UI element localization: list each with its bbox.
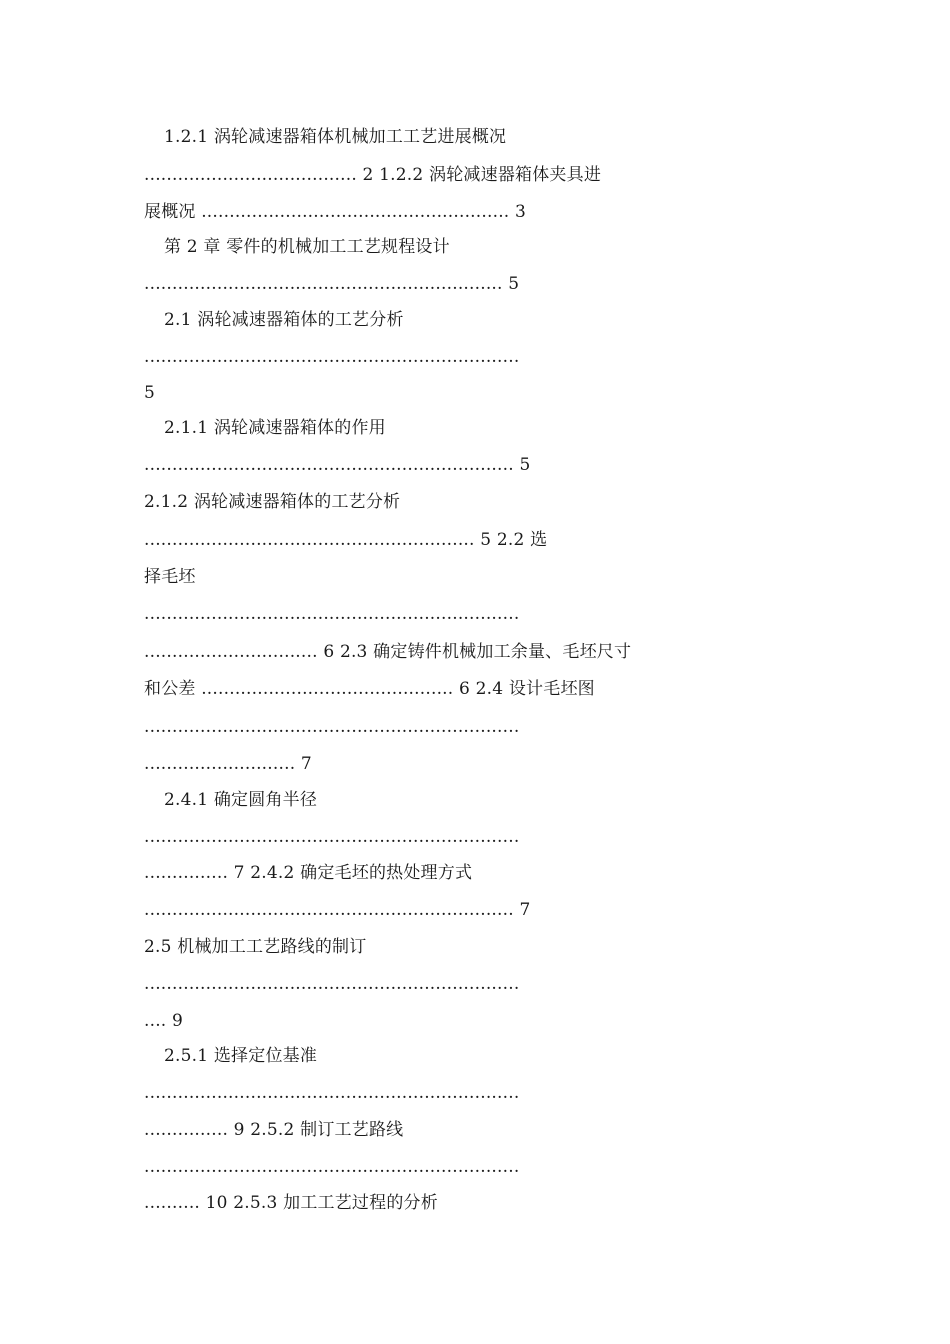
toc-entry: 2.4.1 确定圆角半径 <box>164 790 318 810</box>
toc-leader: .................................................................. 5 <box>144 455 531 475</box>
toc-leader: .......... 10 2.5.3 加工工艺过程的分析 <box>144 1193 438 1213</box>
toc-leader: ................................................................... <box>144 604 520 624</box>
toc-entry: 1.2.1 涡轮减速器箱体机械加工工艺进展概况 <box>164 127 507 147</box>
toc-leader: ............... 9 2.5.2 制订工艺路线 <box>144 1120 404 1140</box>
toc-leader: ........................................................... 5 2.2 选 <box>144 530 548 550</box>
toc-entry: 2.1.2 涡轮减速器箱体的工艺分析 <box>144 492 401 512</box>
toc-entry: 2.1.1 涡轮减速器箱体的作用 <box>164 418 386 438</box>
toc-chapter-heading: 第 2 章 零件的机械加工工艺规程设计 <box>164 237 450 257</box>
toc-leader: .... 9 <box>144 1011 184 1031</box>
toc-leader: ................................................................ 5 <box>144 274 520 294</box>
toc-entry: 2.5.1 选择定位基准 <box>164 1046 318 1066</box>
toc-entry: 2.5 机械加工工艺路线的制订 <box>144 937 367 957</box>
toc-entry: 2.1 涡轮减速器箱体的工艺分析 <box>164 310 404 330</box>
toc-leader: ............................... 6 2.3 确定铸件机械加工余量、毛坯尺寸 <box>144 642 632 662</box>
toc-leader: ................................................................... <box>144 347 520 367</box>
toc-page-number: 5 <box>144 383 156 403</box>
toc-entry: 展概况 ....................................................... 3 <box>144 202 527 222</box>
toc-leader: ...................................... 2 1.2.2 涡轮减速器箱体夹具进 <box>144 165 602 185</box>
toc-entry: 择毛坯 <box>144 567 196 587</box>
toc-entry: 和公差 ............................................. 6 2.4 设计毛坯图 <box>144 679 595 699</box>
toc-leader: .................................................................. 7 <box>144 900 531 920</box>
toc-leader: ................................................................... <box>144 827 520 847</box>
toc-leader: ................................................................... <box>144 1083 520 1103</box>
toc-leader: ........................... 7 <box>144 754 312 774</box>
toc-leader: ................................................................... <box>144 717 520 737</box>
toc-leader: ............... 7 2.4.2 确定毛坯的热处理方式 <box>144 863 473 883</box>
toc-leader: ................................................................... <box>144 1157 520 1177</box>
toc-leader: ................................................................... <box>144 974 520 994</box>
